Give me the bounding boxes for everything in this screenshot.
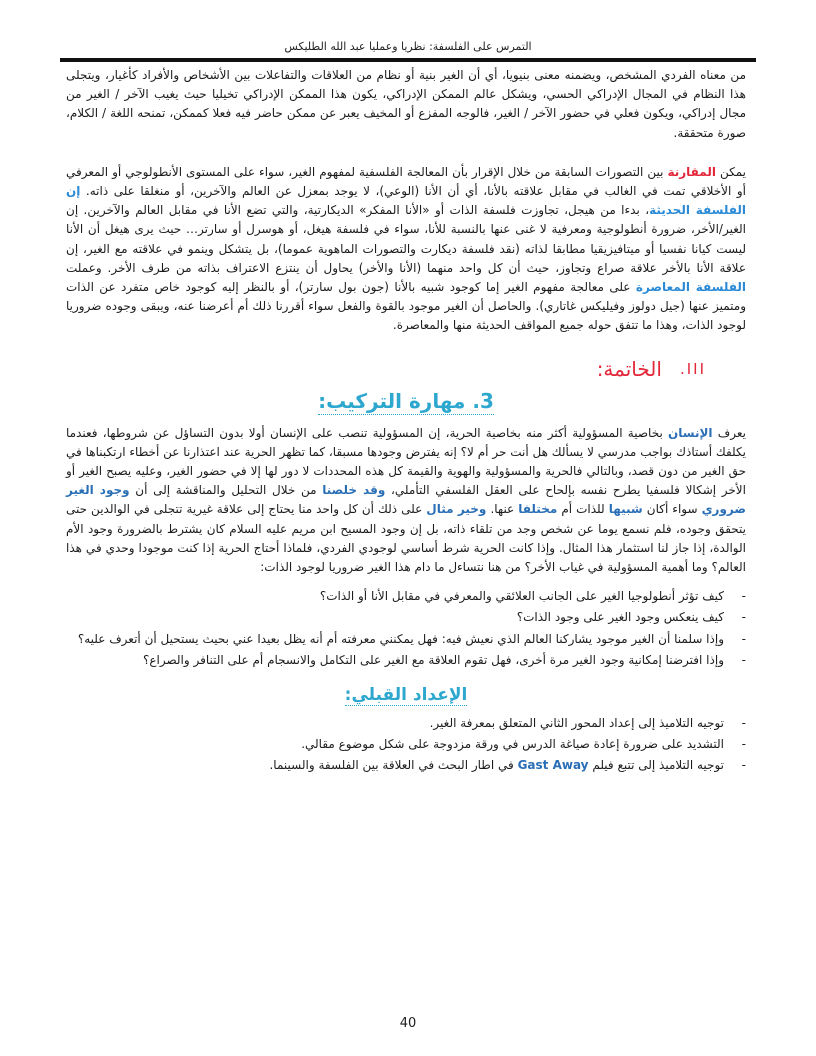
highlight-human: الإنسان <box>668 425 713 440</box>
list-item <box>66 630 746 649</box>
paragraph-2 <box>66 163 746 336</box>
para3-seg6: على ذلك أن كل واحد منا يحتاج إلى علاقة غيرية تتجلى في الوالدين حتى يتحقق وجوده، فلم نسمع يوما عن شخص وجد من تلقاء ذاته، بل إن وجود المسيح ابن مريم عليه السلام كان يشترط بالضرورة وجود الأم الوالدة، إذا جاز لنا استثمار هذا المثال. وإذا كانت الحرية شرط أساسي لوجودي الفردي، فلماذا أحتاج الحرية إذا كنت موجودا وحدي في هذا العالم؟ وما أهمية المسؤولية في غياب الأخر؟ من هنا نتساءل ما دام هذا الغير ضروريا لوجود الذات: <box>66 502 746 575</box>
question-text: كيف ينعكس وجود الغير على وجود الذات؟ <box>516 610 724 625</box>
list-item <box>66 651 746 670</box>
para2-seg3: على معالجة مفهوم الغير إما كوجود شبيه بالأنا (جون بول سارتر)، أو بالنظر إليه كوجود خاص متفرد عن الذات ومتميز عنها (جيل دولوز وفيليكس غاتاري). والحاصل أن الغير موجود بالقوة والفعل سواء أقررنا ذلك أم أعرضنا عنه، ويبقى وجوده ضروريا لوجود الذات، وهذا ما تتفق حوله جميع المواقف الحديثة منها والمعاصرة. <box>66 280 746 333</box>
para3-seg1: بخاصية المسؤولية أكثر منه بخاصية الحرية، إن المسؤولية تنصب على الإنسان أولا بدون التساؤل عن شروطها، فعندما يكلفك أستاذك بواجب مدرسي لا يسألك هل أنت حر أم لا؟ إنه يفترض وجودها مسبقا، كما تظهر الحرية عند اعتذارنا عن أخطاء ارتكبناها في حق الغير من دون قصد، وبالتالي فالحرية والمسؤولية والهوية والقيمة كل هذه المحددات لا دور لها إلا في حضور الغير، وعليه يصبح الغير أو الأخر إشكالا فلسفيا يطرح نفسه بإلحاح على العقل الفلسفي التأملي، <box>66 425 746 498</box>
header-rule <box>60 58 756 62</box>
highlight-similar: شبيها <box>608 502 643 517</box>
bullet-dash: - <box>741 716 746 731</box>
page-content <box>66 66 746 778</box>
prep-item-text: التشديد على ضرورة إعادة صياغة الدرس في ورقة مزدوجة على شكل موضوع مقالي. <box>301 737 724 752</box>
prep-item-text <box>269 758 724 772</box>
bullet-dash: - <box>741 737 746 752</box>
running-header: التمرس على الفلسفة: نظريا وعمليا عبد الله الطليكس <box>284 40 532 53</box>
page-number: 40 <box>399 1016 417 1031</box>
question-text: كيف تؤثر أنطولوجيا الغير على الجانب العلائقي والمعرفي في مقابل الأنا أو الذات؟ <box>319 589 724 604</box>
conclusion-number: III. <box>679 359 706 378</box>
para2-lead: يمكن <box>719 164 746 179</box>
question-text: وإذا سلمنا أن الغير موجود يشاركنا العالم الذي نعيش فيه: فهل يمكنني معرفته أم أنه يظل بعيدا عني بحيث يستحيل أن أتعرف عليه؟ <box>77 631 724 646</box>
para2-seg1: بين التصورات السابقة من خلال الإقرار بأن المعالجة الفلسفية لمفهوم الغير، سواء على المستوى الأنطولوجي أو المعرفي أو الأخلاقي تمت في الغالب في مقابل علاقته بالأنا، أي أن الأنا (الوعي)، لا يوجد بمعزل عن العالم والآخرين، أو منغلقا على ذاته. <box>66 164 746 199</box>
question-text: وإذا افترضنا إمكانية وجود الغير مرة أخرى، فهل تقوم العلاقة مع الغير على التكامل والانسجام أم على التنافر والصراع؟ <box>143 652 724 667</box>
conclusion-heading <box>66 356 746 382</box>
prior-preparation-heading <box>66 682 746 708</box>
para3-lead: يعرف <box>717 425 746 440</box>
questions-list <box>66 587 746 670</box>
list-item <box>66 587 746 606</box>
para3-seg5: عنها. <box>490 502 515 517</box>
synthesis-skill-heading <box>66 386 746 416</box>
highlight-different: مختلفا <box>518 502 558 517</box>
paragraph-1: من معناه الفردي المشخص، ويضمنه معنى بنيويا، أي أن الغير بنية أو نظام من العلاقات والتفاعلات بين الأشخاص والأفراد كأغيار، ويتجلى هذا النظام في المجال الإدراكي الحسي، ويشكل عالم الممكن الإدراكي، يكون هذا الممكن الإدراكي تخيليا حيث يغيب الآخر / الغير من مجال إدراكي، ويكون فعلي في حضور الآخر / الغير، فالوجه المفزع أو المخيف يعبر عن ممكن حاضر فيه فعلا كممكن، تمنحه اللغة / الكلام، صورة متحققة. <box>66 68 746 140</box>
para2-seg2: ، بدءا من هيجل، تجاوزت فلسفة الذات أو «الأنا المفكر» الديكارتية، والتي تضع الأنا في مقابل العالم والآخرين. إن الغير/الأخر، ضرورة أنطولوجية ومعرفية لا غنى عنها بالنسبة للأنا، سواء في فلسفة هيغل، أو هوسرل أو سارتر… حيث يرى هيغل أن الأنا ليست كيانا نفسيا أو ميتافيزيقيا مطابقا لذاته (نقد فلسفة ديكارت والتصورات الماهوية عموما)، بل يتشكل وينمو في علاقته مع الغير، إن علاقة الأنا بالأخر علاقة صراع وتجاوز، حيث أن كل واحد منهما (الأنا والأخر) يحاول أن ينتزع الاعتراف بذاته من طرف الأخر. وعملت <box>66 203 746 275</box>
preparation-list <box>66 714 746 776</box>
list-item <box>66 756 746 775</box>
highlight-contemporary-philosophy: الفلسفة المعاصرة <box>635 280 746 295</box>
highlight-comparison: المقارنة <box>667 164 716 179</box>
para3-seg4: للذات أم <box>561 502 605 517</box>
paragraph-3 <box>66 424 746 578</box>
prior-preparation-title: الإعداد القبلي: <box>344 685 468 706</box>
list-item <box>66 735 746 754</box>
para3-seg2: من خلال التحليل والمناقشة إلى أن <box>135 483 317 498</box>
list-item <box>66 714 746 733</box>
bullet-dash: - <box>741 758 746 773</box>
list-item <box>66 608 746 627</box>
bullet-dash: - <box>741 610 746 625</box>
film-title: Gast Away <box>517 758 589 773</box>
prep-item-text: توجيه التلاميذ إلى إعداد المحور الثاني المتعلق بمعرفة الغير. <box>429 716 724 731</box>
para3-seg3: سواء أكان <box>646 502 698 517</box>
bullet-dash: - <box>741 652 746 667</box>
highlight-we-concluded: وقد خلصنا <box>322 483 386 498</box>
conclusion-label: الخاتمة: <box>596 356 662 381</box>
bullet-dash: - <box>741 589 746 604</box>
highlight-best-example: وخير مثال <box>426 502 487 517</box>
bullet-dash: - <box>741 631 746 646</box>
highlight-modern-philosophy: إن الفلسفة الحديثة <box>66 184 746 218</box>
synthesis-skill-title: 3. مهارة التركيب: <box>318 388 494 413</box>
prep-item3-pre: توجيه التلاميذ إلى تتبع فيلم <box>592 758 724 773</box>
highlight-other-necessary: وجود الغير ضروري <box>66 483 746 517</box>
prep-item3-post: في اطار البحث في العلاقة بين الفلسفة والسينما. <box>269 758 514 773</box>
